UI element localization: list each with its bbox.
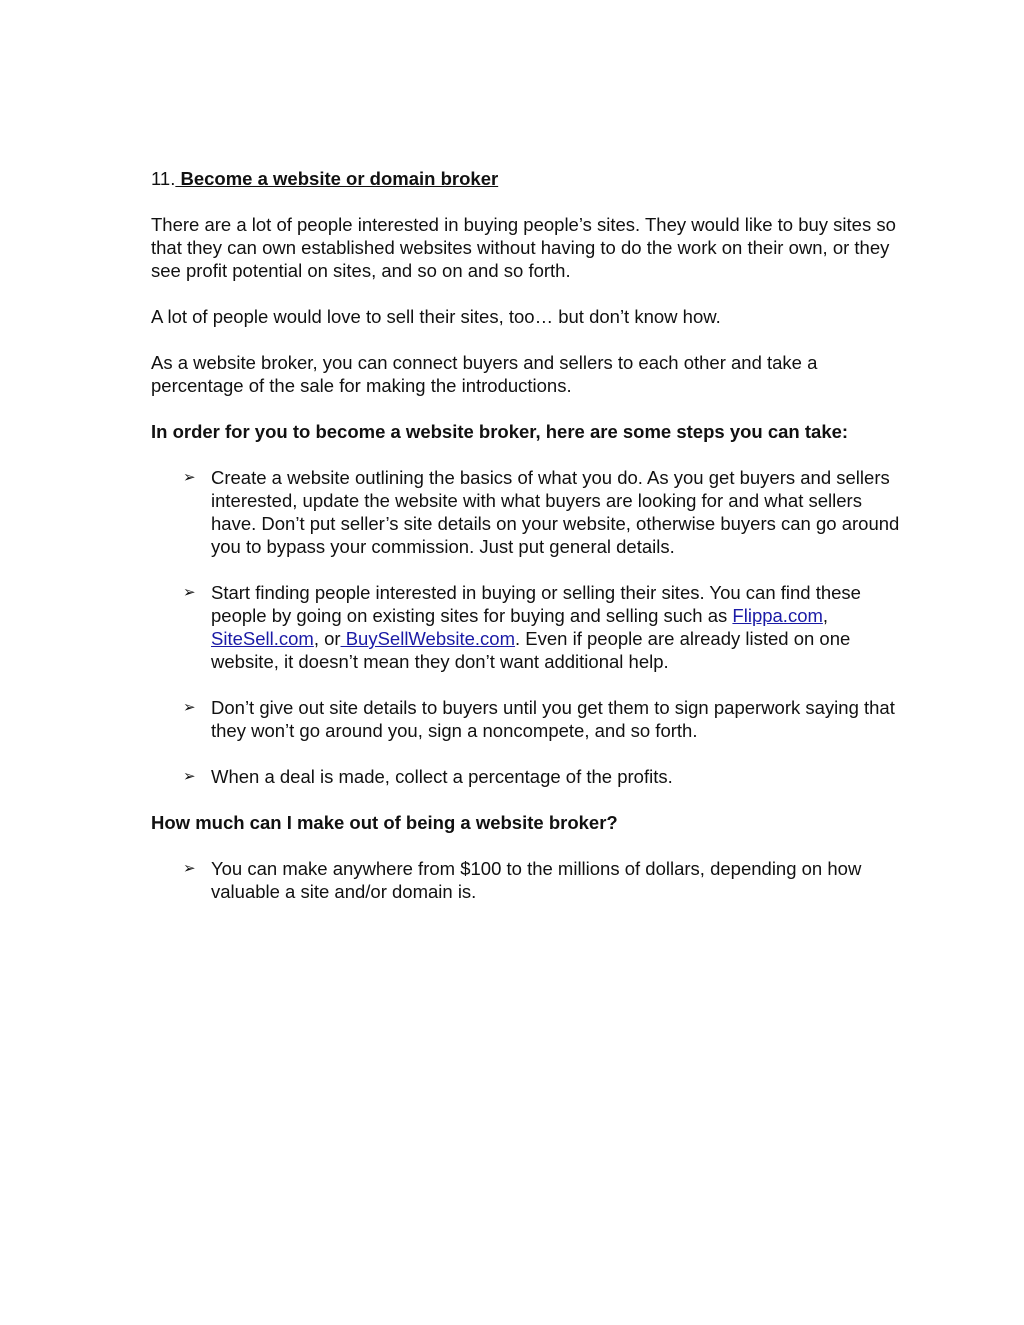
broker-paragraph: As a website broker, you can connect buyers and sellers to each other and take a percentage of the sale for making the introductions. [151,352,818,396]
arrow-bullet-icon: ➢ [183,699,196,716]
flippa-link[interactable]: Flippa.com [732,605,823,626]
step-find-people-intro: Start finding people interested in buying or selling their sites. You can find these people by going on existing sites for buying and selling such as [211,582,861,626]
list-item [183,466,901,558]
step-find-people-outro: . Even if people are already listed on one website, it doesn’t mean they don’t want additional help. [211,628,851,672]
step-create-website: Create a website outlining the basics of what you do. As you get buyers and sellers interested, update the website with what buyers are looking for and what sellers have. Don’t put seller’s site details on your website, otherwise buyers can go around you to bypass your commission. Just put general details. [211,467,900,557]
earnings-range: You can make anywhere from $100 to the millions of dollars, depending on how valuable a site and/or domain is. [211,858,862,902]
earnings-list [151,857,911,903]
sellers-paragraph: A lot of people would love to sell their sites, too… but don’t know how. [151,306,721,327]
arrow-bullet-icon: ➢ [183,860,196,877]
section-heading [151,167,911,190]
steps-heading: In order for you to become a website broker, here are some steps you can take: [151,421,849,442]
document-page [151,167,911,926]
intro-paragraph: There are a lot of people interested in buying people’s sites. They would like to buy sites so that they can own established websites without having to do the work on their own, or they see profit potential on sites, and so on and so forth. [151,214,896,281]
link-separator: , [822,605,829,626]
step-collect-profits: When a deal is made, collect a percentage of the profits. [211,766,673,787]
list-item [183,696,901,742]
arrow-bullet-icon: ➢ [183,768,196,785]
section-number: 11. [151,168,176,189]
step-paperwork: Don’t give out site details to buyers until you get them to sign paperwork saying that they won’t go around you, sign a noncompete, and so forth. [211,697,895,741]
steps-list [151,466,911,788]
buysellwebsite-link[interactable]: BuySellWebsite.com [340,628,516,649]
arrow-bullet-icon: ➢ [183,469,196,486]
arrow-bullet-icon: ➢ [183,584,196,601]
sitesell-link[interactable]: SiteSell.com [211,628,314,649]
list-item [183,765,901,788]
section-title: Become a website or domain broker [175,168,499,189]
earnings-heading: How much can I make out of being a website broker? [151,812,618,833]
list-item [183,857,901,903]
link-separator: , or [313,628,341,649]
list-item [183,581,911,673]
